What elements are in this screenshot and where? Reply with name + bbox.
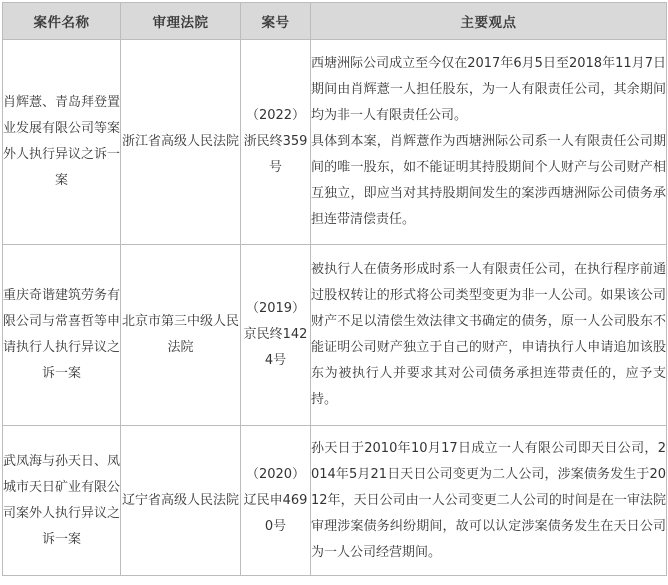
table-row [3, 40, 667, 245]
viewpoint-cell [311, 245, 667, 426]
viewpoint-cell [311, 426, 667, 576]
header-case-name: 案件名称 [3, 3, 121, 40]
case-number-cell: （2022）浙民终359号 [241, 40, 311, 245]
case-name-cell: 武凤海与孙天日、凤城市天日矿业有限公司案外人执行异议之诉一案 [3, 426, 121, 576]
case-number-cell: （2020）辽民申4690号 [241, 426, 311, 576]
cases-table [2, 2, 667, 576]
viewpoint-cell [311, 40, 667, 245]
viewpoint-paragraph: 西塘洲际公司成立至今仅在2017年6月5日至2018年11月7日期间由肖辉薏一人担任股东，为一人有限责任公司，其余期间均为非一人有限责任公司。 [311, 56, 666, 123]
case-number-cell: （2019）京民终1424号 [241, 245, 311, 426]
viewpoint-paragraph: 被执行人在债务形成时系一人有限责任公司，在执行程序前通过股权转让的形式将公司类型变更为非一人公司。如果该公司财产不足以清偿生效法律文书确定的债务，原一人公司股东不能证明公司财产独立于自己的财产，申请执行人申请追加该股东为被执行人并要求其对公司债务承担连带责任的，应予支持。 [311, 262, 666, 407]
court-cell: 浙江省高级人民法院 [121, 40, 241, 245]
header-court: 审理法院 [121, 3, 241, 40]
table-row [3, 426, 667, 576]
header-row [3, 3, 667, 40]
case-name-cell: 肖辉薏、青岛拜登置业发展有限公司等案外人执行异议之诉一案 [3, 40, 121, 245]
case-name-cell: 重庆奇谐建筑劳务有限公司与常喜哲等申请执行人执行异议之诉一案 [3, 245, 121, 426]
viewpoint-paragraph: 具体到本案，肖辉薏作为西塘洲际公司系一人有限责任公司期间的唯一股东，如不能证明其持股期间个人财产与公司财产相互独立，即应当对其持股期间发生的案涉西塘洲际公司债务承担连带清偿责任。 [311, 134, 666, 227]
viewpoint-paragraph: 孙天日于2010年10月17日成立一人有限公司即天日公司，2014年5月21日天日公司变更为二人公司，涉案债务发生于2012年，天日公司由一人公司变更二人公司的时间是在一审法院审理涉案债务纠纷期间，故可以认定涉案债务发生在天日公司为一人公司经营期间。 [311, 440, 666, 560]
court-cell: 辽宁省高级人民法院 [121, 426, 241, 576]
header-case-number: 案号 [241, 3, 311, 40]
table-row [3, 245, 667, 426]
court-cell: 北京市第三中级人民法院 [121, 245, 241, 426]
header-main-viewpoints: 主要观点 [311, 3, 667, 40]
